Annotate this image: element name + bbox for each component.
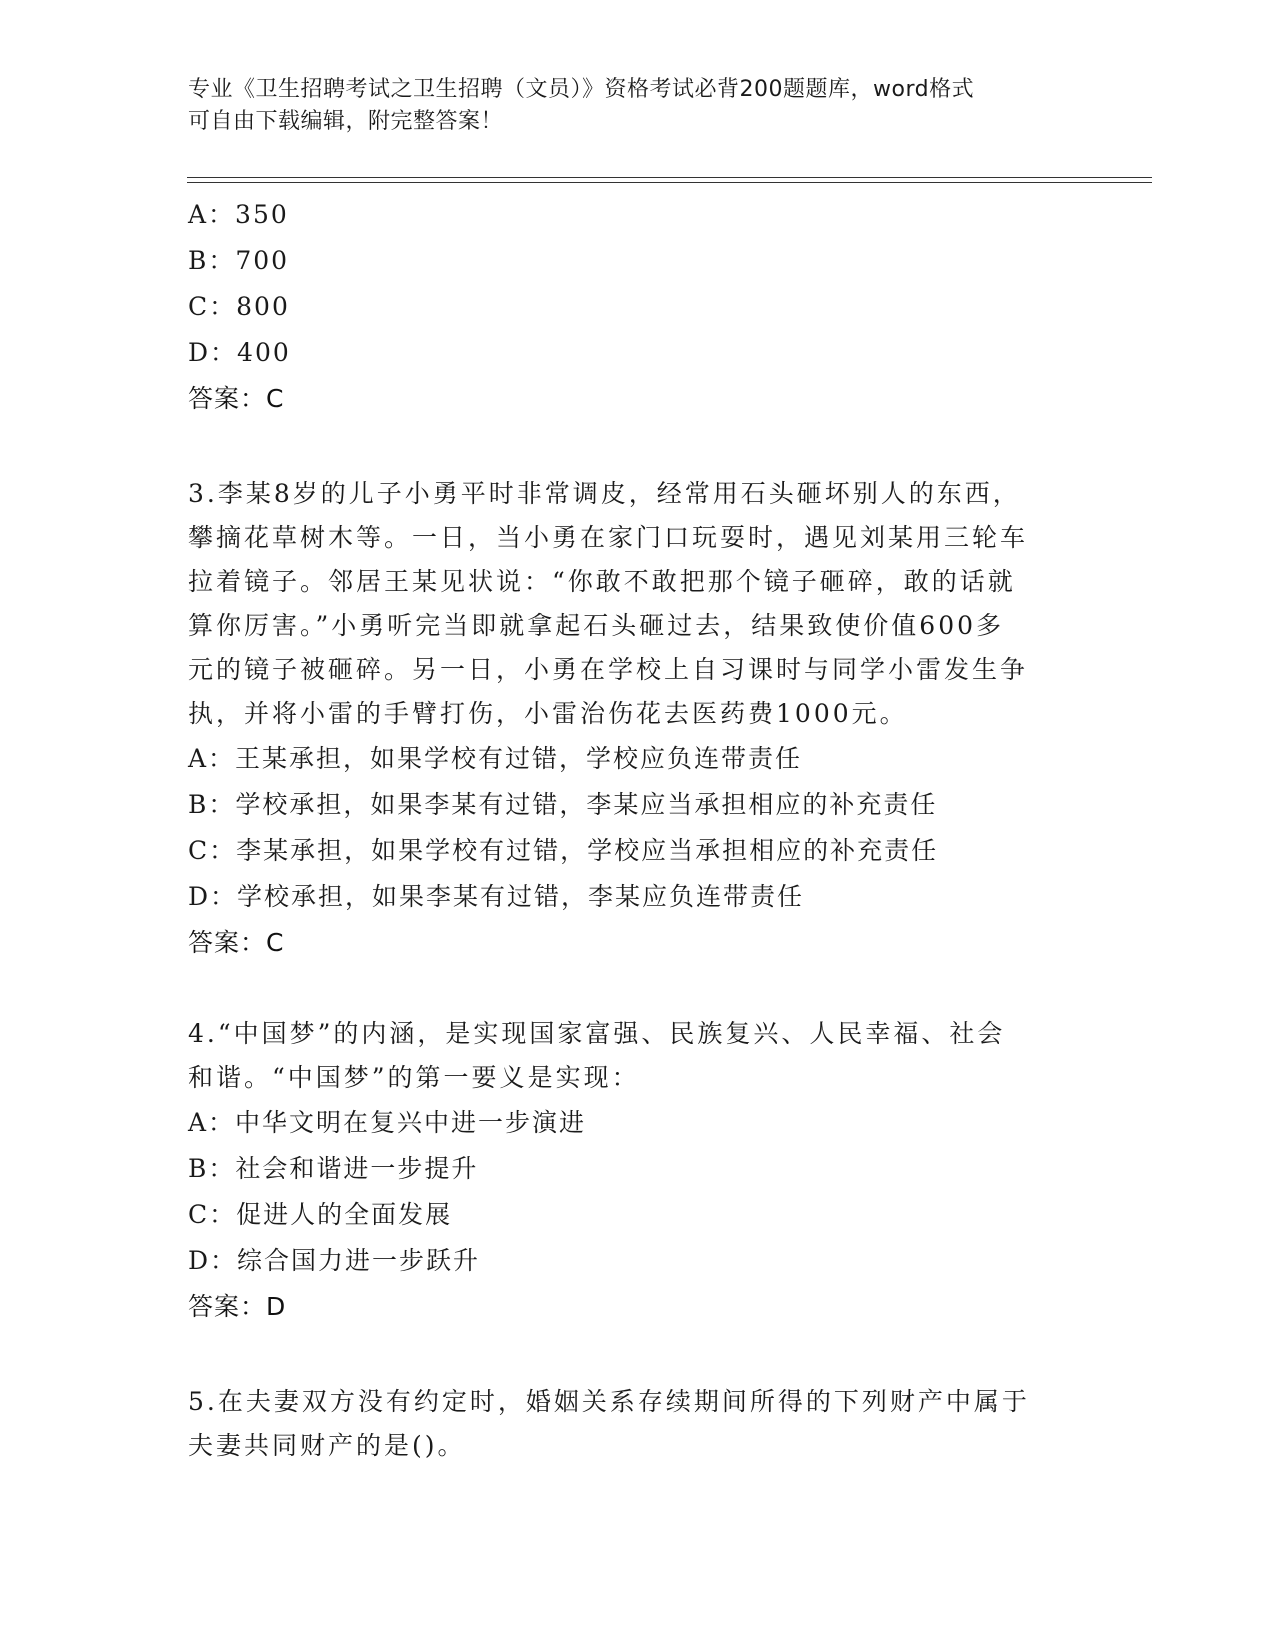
spacer (188, 1330, 1088, 1374)
answer: 答案：C (188, 384, 285, 413)
question-stem-line: 元的镜子被砸碎。另一日，小勇在学校上自习课时与同学小雷发生争 (188, 655, 1029, 684)
question-stem-line: 算你厉害。”小勇听完当即就拿起石头砸过去，结果致使价值600多 (188, 611, 1005, 640)
question-stem-line: 3.李某8岁的儿子小勇平时非常调皮，经常用石头砸坏别人的东西， (188, 479, 1021, 508)
question-5 (188, 1380, 1088, 1468)
option-b: B：社会和谐进一步提升 (188, 1154, 479, 1183)
question-stem-line: 和谐。“中国梦”的第一要义是实现： (188, 1063, 640, 1092)
header-title-line-1: 专业《卫生招聘考试之卫生招聘（文员）》资格考试必背200题题库，word格式 (188, 77, 975, 102)
option-b: B：700 (188, 246, 290, 275)
option-c: C：李某承担，如果学校有过错，学校应当承担相应的补充责任 (188, 836, 939, 865)
answer: 答案：D (188, 1292, 287, 1321)
option-d: D：学校承担，如果李某有过错，李某应负连带责任 (188, 882, 805, 911)
question-stem-line: 攀摘花草树木等。一日，当小勇在家门口玩耍时，遇见刘某用三轮车 (188, 523, 1029, 552)
option-d: D：400 (188, 338, 291, 367)
question-stem-line: 4.“中国梦”的内涵，是实现国家富强、民族复兴、人民幸福、社会 (188, 1019, 1006, 1048)
question-2 (188, 192, 1088, 422)
question-4 (188, 1012, 1088, 1330)
header-title-line-2: 可自由下载编辑，附完整答案！ (188, 109, 504, 134)
option-a: A：中华文明在复兴中进一步演进 (188, 1108, 587, 1137)
question-stem-line: 执，并将小雷的手臂打伤，小雷治伤花去医药费1000元。 (188, 699, 908, 728)
answer: 答案：C (188, 928, 285, 957)
option-d: D：综合国力进一步跃升 (188, 1246, 481, 1275)
question-list (188, 192, 1088, 1468)
question-3 (188, 472, 1088, 966)
document-header (188, 74, 1088, 138)
spacer (188, 966, 1088, 1010)
question-stem-line: 拉着镜子。邻居王某见状说：“你敢不敢把那个镜子砸碎，敢的话就 (188, 567, 1016, 596)
question-stem-line: 5.在夫妻双方没有约定时，婚姻关系存续期间所得的下列财产中属于 (188, 1387, 1030, 1416)
header-rule-top (187, 177, 1152, 178)
header-rule-bottom (187, 182, 1152, 183)
option-b: B：学校承担，如果李某有过错，李某应当承担相应的补充责任 (188, 790, 938, 819)
option-c: C：促进人的全面发展 (188, 1200, 453, 1229)
option-a: A：王某承担，如果学校有过错，学校应负连带责任 (188, 744, 803, 773)
option-c: C：800 (188, 292, 290, 321)
option-a: A：350 (188, 200, 289, 229)
spacer (188, 422, 1088, 466)
question-stem-line: 夫妻共同财产的是()。 (188, 1431, 466, 1460)
